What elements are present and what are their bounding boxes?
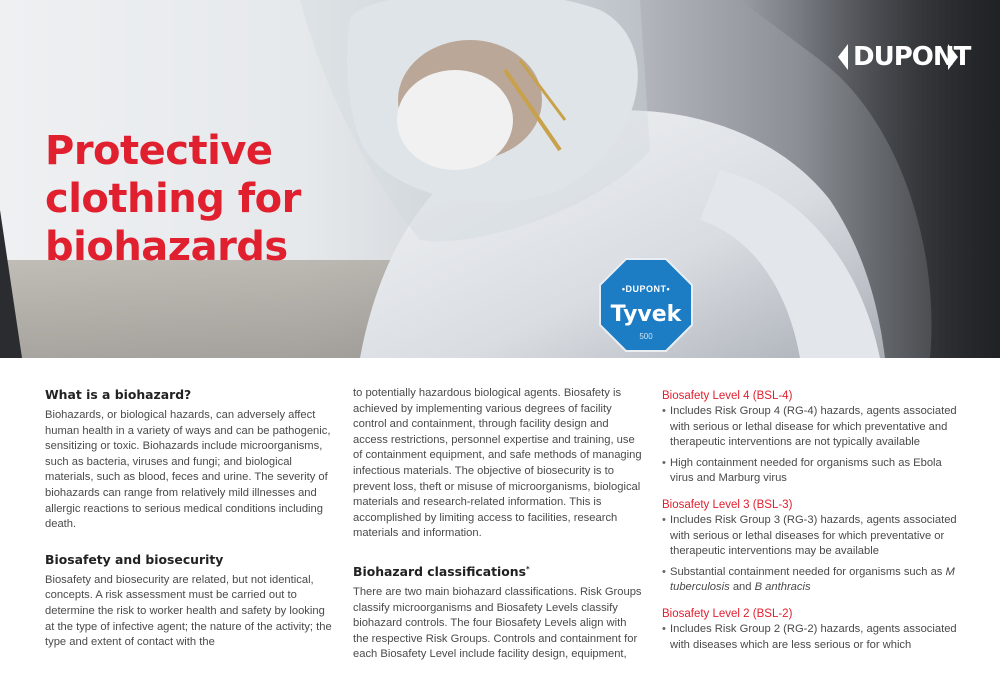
list-item: • Includes Risk Group 2 (RG-2) hazards, agents associated with diseases which are less serious or for which xyxy=(662,622,962,653)
dupont-logo-text: DUPONT xyxy=(853,42,971,72)
classifications-body: There are two main biohazard classifications. Risk Groups classify microorganisms and Biosafety Levels classify biohazard controls. The four Biosafety Levels align with the respective Risk Groups. Controls and containment for each Biosafety Level include facility design, equipment, xyxy=(353,586,642,661)
classifications-heading: Biohazard classifications* xyxy=(353,564,530,580)
bsl2-list xyxy=(662,622,962,653)
bsl4-heading: Biosafety Level 4 (BSL-4) xyxy=(662,390,793,402)
badge-name: Tyvek xyxy=(610,302,682,327)
column-2 xyxy=(353,386,645,673)
list-item: • Includes Risk Group 3 (RG-3) hazards, agents associated with serious or lethal diseases for which preventative or therapeutic interventions may be available xyxy=(662,513,962,560)
list-item: • Substantial containment needed for organisms such as M tuberculosis and B anthracis xyxy=(662,565,962,596)
biosafety-continued-body: to potentially hazardous biological agents. Biosafety is achieved by implementing various degrees of facility control and containment, through facility design and access restrictions, personnel expertise and training, use of containment equipment, and safe methods of managing infectious materials. The objective of biosecurity is to prevent loss, theft or misuse of microorganisms, biological materials and research-related information. This is accomplished by limiting access to facilities, research materials and information. xyxy=(353,387,642,540)
list-item: • High containment needed for organisms such as Ebola virus and Marburg virus xyxy=(662,456,962,487)
page-title: Protective clothing for biohazards xyxy=(45,128,301,270)
bsl2-heading: Biosafety Level 2 (BSL-2) xyxy=(662,607,793,620)
biosafety-body: Biosafety and biosecurity are related, but not identical, concepts. A risk assessment must be carried out to determine the risk to worker health and safety by looking at the type of infective agent; the nature of the activity; the type and extent of contact with the xyxy=(45,573,332,649)
column-1 xyxy=(45,386,337,661)
column-3 xyxy=(662,386,962,663)
bsl3-heading: Biosafety Level 3 (BSL-3) xyxy=(662,498,793,511)
biosafety-heading: Biosafety and biosecurity xyxy=(45,551,224,567)
footnote-mark: * xyxy=(525,564,530,573)
what-is-biohazard-heading: What is a biohazard? xyxy=(45,387,192,402)
list-item: • Includes Risk Group 4 (RG-4) hazards, agents associated with serious or lethal disease for which preventative and therapeutic interventions are not typically available xyxy=(662,404,962,451)
badge-brand: •DUPONT• xyxy=(621,284,671,294)
bsl4-list xyxy=(662,404,962,487)
what-is-biohazard-body: Biohazards, or biological hazards, can adversely affect human health in a variety of ways and can be pathogenic, sensitizing or toxic. Biohazards include microorganisms, such as bacteria, viruses and fungi; and biological materials, such as blood, feces and urine. The severity of biohazards can range from relatively mild illnesses and allergic reactions to serious medical conditions including death. xyxy=(45,409,331,531)
bsl3-list xyxy=(662,513,962,596)
badge-model: 500 xyxy=(639,332,653,341)
